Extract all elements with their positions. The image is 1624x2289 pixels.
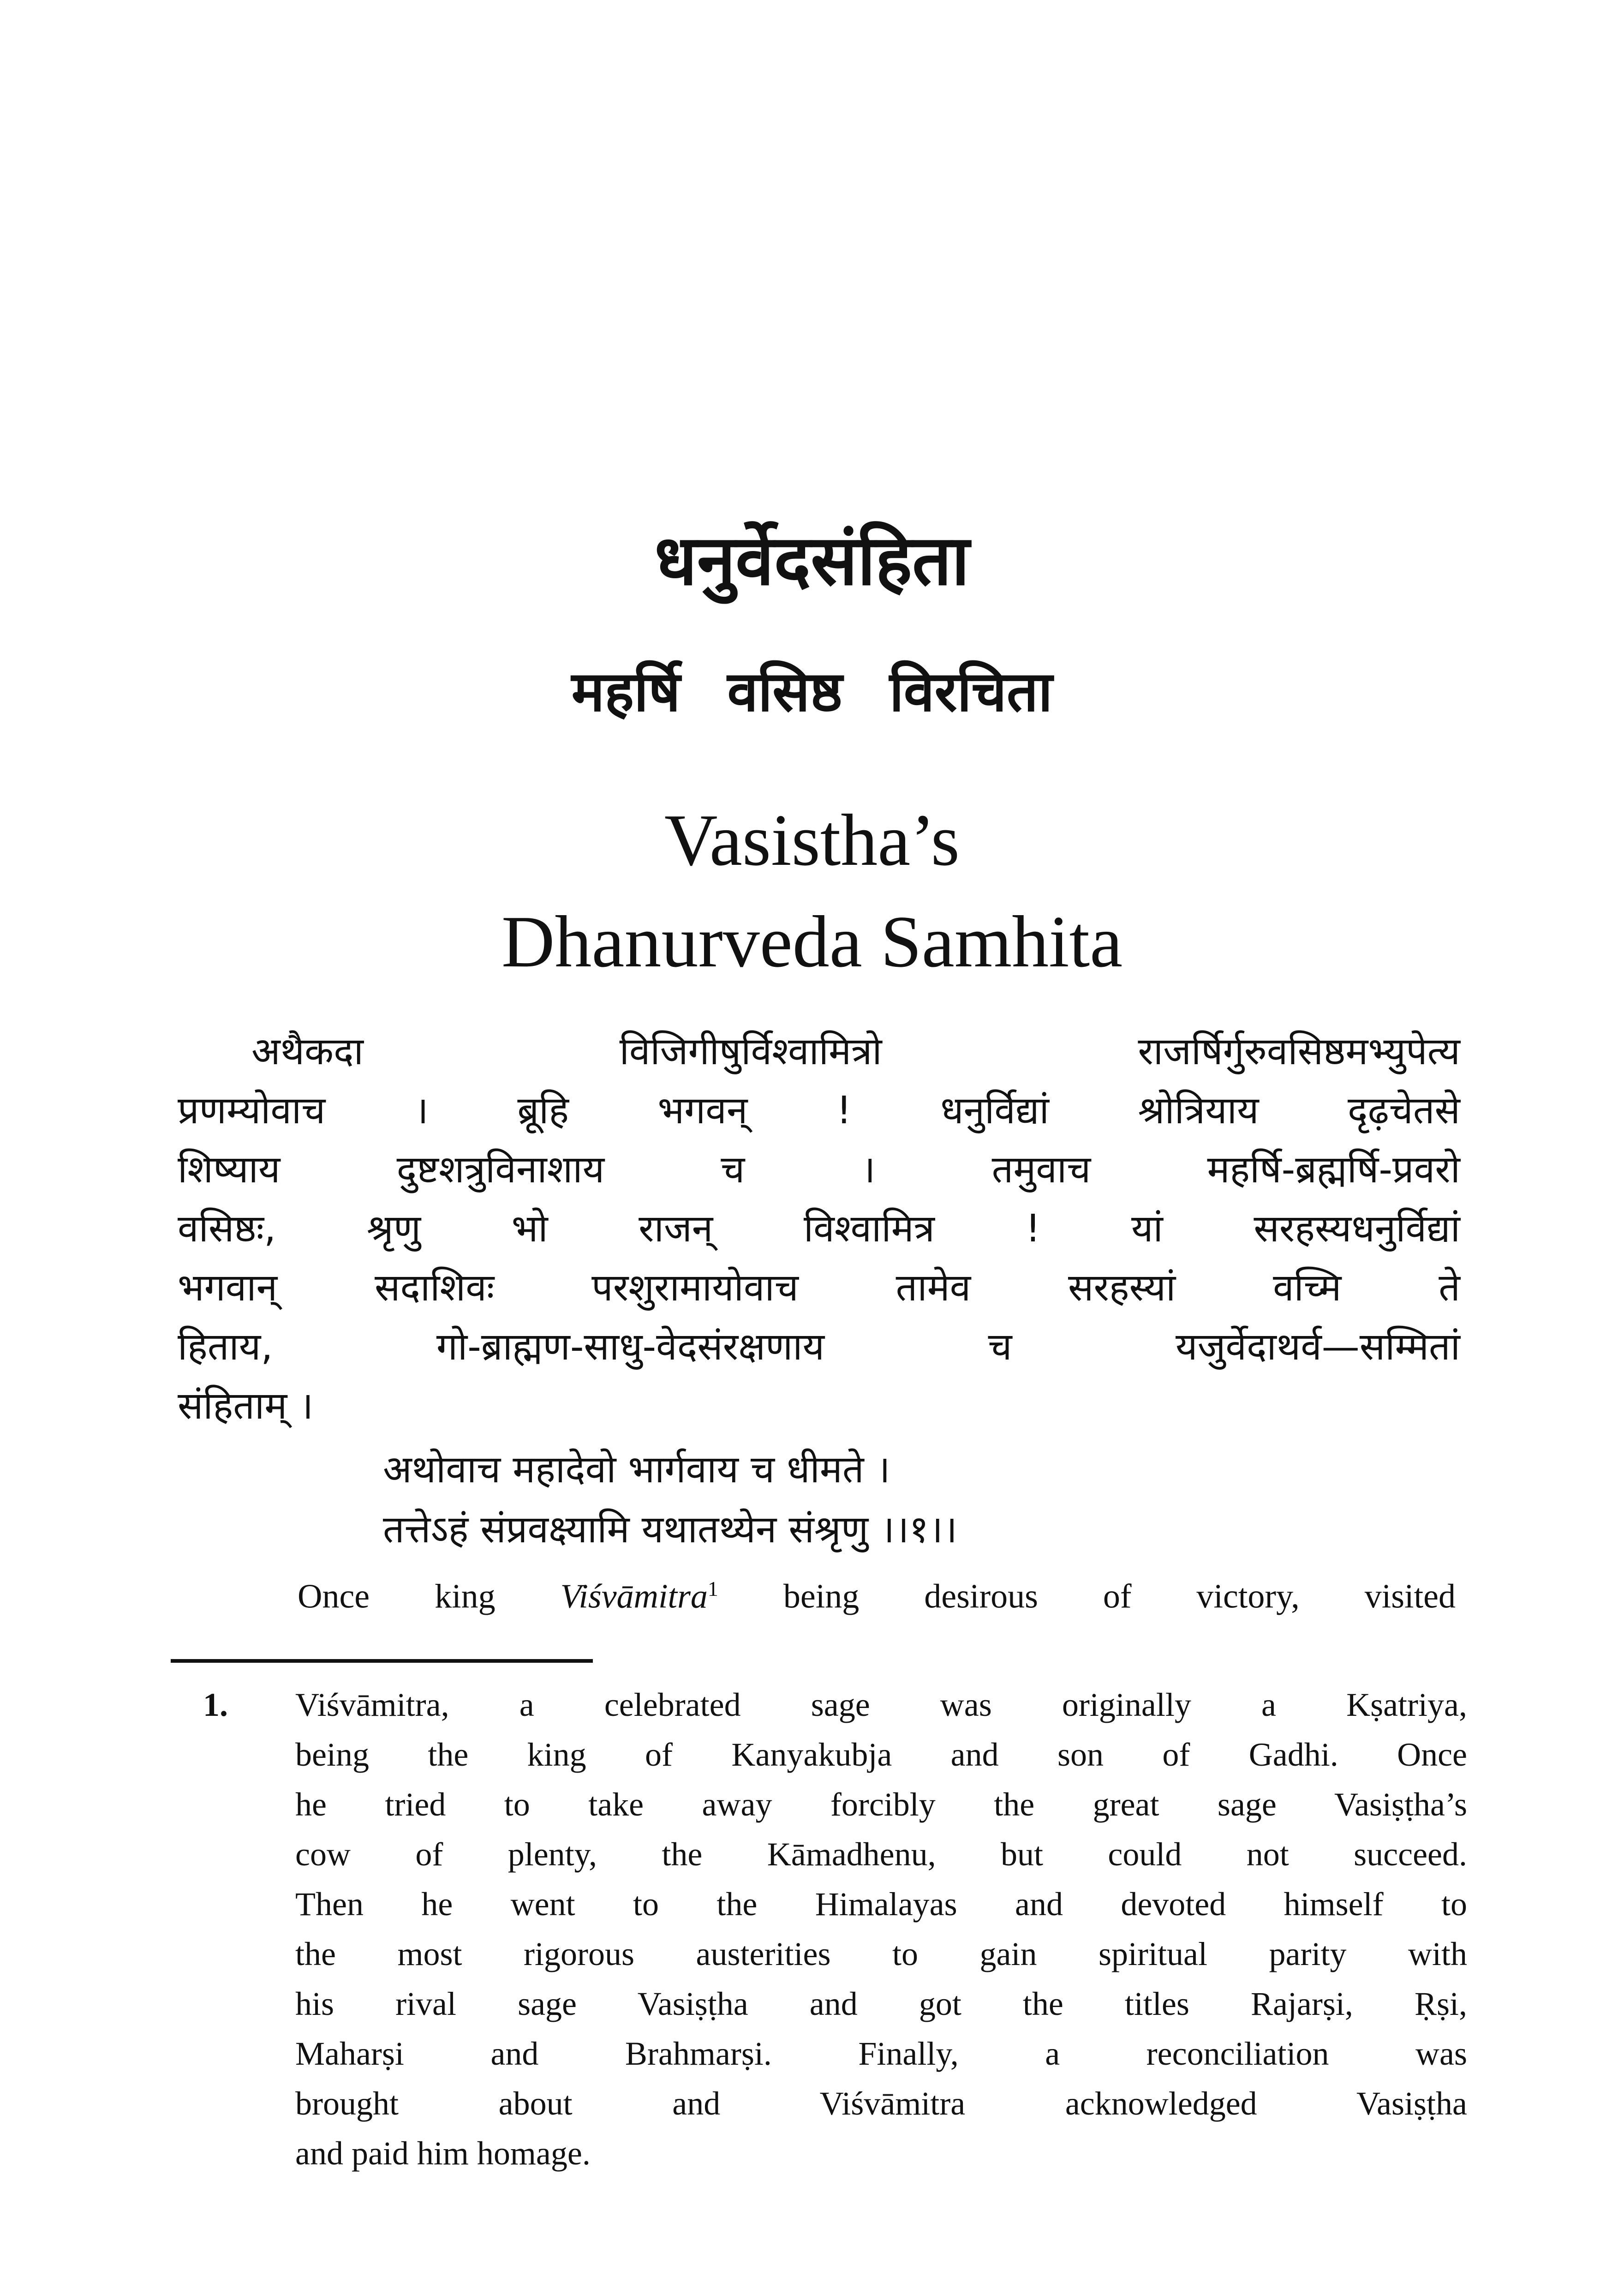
footnote-line: Viśvāmitra, a celebrated sage was originally a Kṣatriya, [295,1686,1467,1723]
sanskrit-title: धनुर्वेदसंहिता [654,521,970,601]
footnote-line: and paid him homage. [295,2135,591,2172]
prose-line: वसिष्ठः, श्रृणु भो राजन् विश्वामित्र ! यां सरहस्यधनुर्विद्यां [178,1207,1460,1251]
footnote-line: being the king of Kanyakubja and son of Gadhi. Once [295,1736,1467,1773]
footnote-line: the most rigorous austerities to gain spiritual parity with [295,1935,1467,1972]
translation-start: Once king [298,1577,496,1616]
english-title-line-1: Vasistha’s [664,799,960,881]
translation-name: Viśvāmitra [560,1577,708,1616]
footnote-body [295,1680,1467,2178]
verse-line-1: अथोवाच महादेवो भार्गवाय च धीमते । [383,1448,890,1492]
verse-block [383,1440,957,1560]
english-translation [298,1578,1456,1614]
sanskrit-subtitle: महर्षि वसिष्ठ विरचिता [571,660,1053,724]
footnote-line: he tried to take away forcibly the great sage Vasiṣṭha’s [295,1786,1467,1823]
prose-line: अथैकदा विजिगीषुर्विश्वामित्रो राजर्षिर्गुरुवसिष्ठमभ्युपेत्य [251,1030,1460,1073]
sanskrit-prose [178,1022,1460,1436]
footnote-line: Then he went to the Himalayas and devoted himself to [295,1886,1467,1923]
translation-end: being desirous of victory, visited [783,1577,1456,1616]
prose-line: शिष्याय दुष्टशत्रुविनाशाय च । तमुवाच महर्षि-ब्रह्मर्षि-प्रवरो [178,1148,1460,1192]
footnote-line: cow of plenty, the Kāmadhenu, but could not succeed. [295,1836,1467,1873]
footnote-line: Maharṣi and Brahmarṣi. Finally, a reconciliation was [295,2035,1467,2072]
footnote-line: his rival sage Vasiṣṭha and got the titles Rajarṣi, Ṛṣi, [295,1985,1467,2022]
prose-line: हिताय, गो-ब्राह्मण-साधु-वेदसंरक्षणाय च यजुर्वेदाथर्व—सम्मितां [178,1325,1460,1369]
prose-line: प्रणम्योवाच । ब्रूहि भगवन् ! धनुर्विद्यां श्रोत्रियाय दृढ़चेतसे [178,1089,1460,1133]
footnote-line: brought about and Viśvāmitra acknowledged Vasiṣṭha [295,2085,1467,2122]
footnote-divider [171,1659,593,1663]
prose-line: भगवान् सदाशिवः परशुरामायोवाच तामेव सरहस्यां वच्मि ते [178,1266,1460,1310]
footnote-number: 1. [203,1686,228,1723]
verse-line-2: तत्तेऽहं संप्रवक्ष्यामि यथातथ्येन संश्रृणु ।।१।। [383,1508,958,1552]
prose-line: संहिताम् । [178,1384,314,1428]
footnote-reference: 1 [707,1577,718,1600]
english-title-line-2: Dhanurveda Samhita [501,900,1123,983]
